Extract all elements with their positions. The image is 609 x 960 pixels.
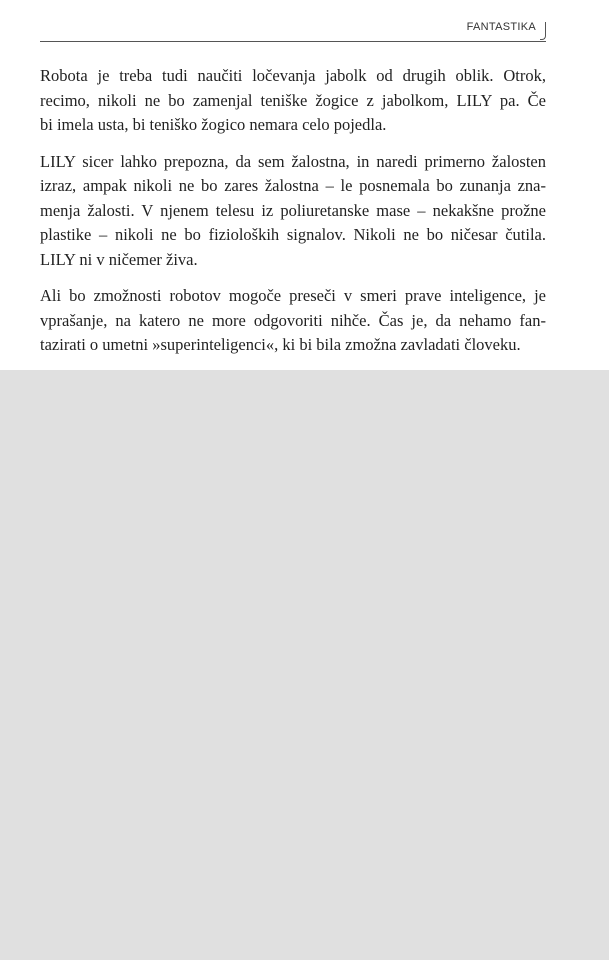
text-line: LILY ni v ničemer živa.: [40, 249, 198, 269]
text-line: LILY sicer lahko prepozna, da sem žalostna, in naredi primerno žalosten: [40, 151, 546, 171]
section-title: FANTASTIKA: [466, 21, 536, 33]
text-line: recimo, nikoli ne bo zamenjal teniške žogice z jabolkom, LILY pa. Če: [40, 90, 546, 110]
book-page: [0, 0, 609, 370]
header-corner-ornament: [540, 22, 546, 40]
text-line: plastike – nikoli ne bo fizioloških signalov. Nikoli ne bo ničesar čutila.: [40, 225, 546, 244]
text-line: Ali bo zmožnosti robotov mogoče preseči v smeri prave inteligence, je: [40, 286, 546, 305]
running-header: [40, 20, 546, 42]
paragraph: [40, 64, 546, 138]
text-line: bi imela usta, bi teniško žogico nemara celo pojedla.: [40, 115, 387, 134]
paragraph: [40, 150, 546, 273]
text-line: Robota je treba tudi naučiti ločevanja jabolk od drugih oblik. Otrok,: [40, 66, 546, 85]
text-line: izraz, ampak nikoli ne bo zares žalostna – le posnemala bo zunanja zna-: [40, 176, 546, 195]
paragraph: [40, 284, 546, 358]
body-text: [40, 64, 546, 370]
blank-overlay-area: [0, 370, 609, 960]
text-line: menja žalosti. V njenem telesu iz poliuretanske mase – nekakšne prožne: [40, 200, 546, 220]
text-line: vprašanje, na katero ne more odgovoriti nihče. Čas je, da nehamo fan-: [40, 310, 546, 330]
text-line: tazirati o umetni »superinteligenci«, ki bi bila zmožna zavladati človeku.: [40, 335, 521, 354]
